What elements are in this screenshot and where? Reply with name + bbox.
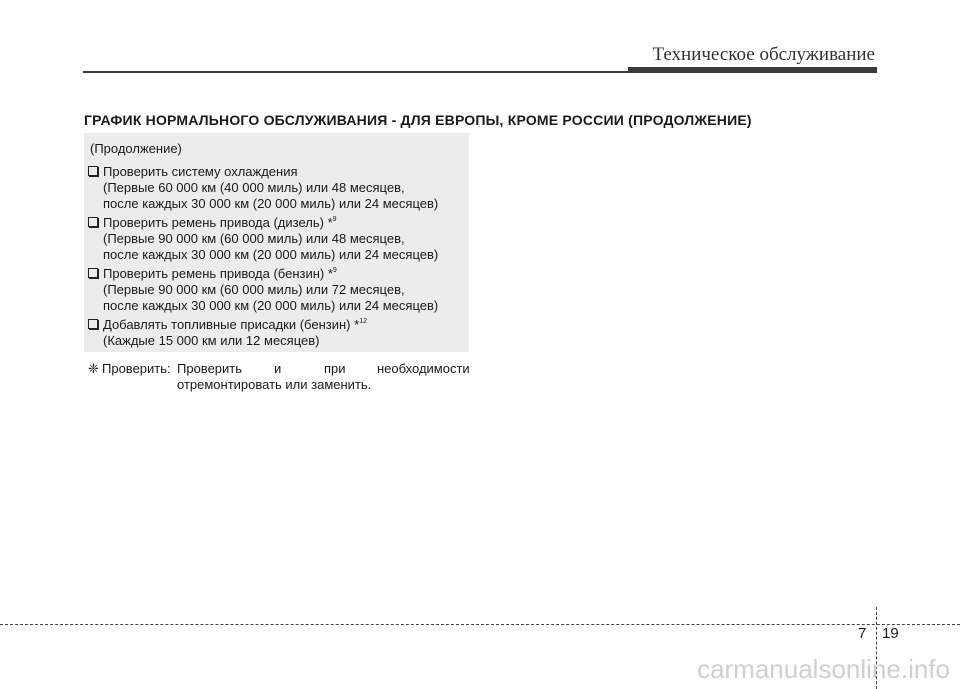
page-title: ГРАФИК НОРМАЛЬНОГО ОБСЛУЖИВАНИЯ - ДЛЯ ЕВРОПЫ, КРОМЕ РОССИИ (ПРОДОЛЖЕНИЕ) (84, 112, 752, 128)
item-interval: после каждых 30 000 км (20 000 миль) или 24 месяцев) (103, 298, 439, 313)
section-header: Техническое обслуживание (652, 44, 875, 65)
footnote-ref: 9 (332, 216, 337, 223)
footnote-ref: 9 (332, 267, 337, 274)
checkbox-icon (88, 217, 98, 227)
note-term: Проверить: (102, 361, 171, 376)
item-label: Проверить ремень привода (дизель) * (103, 215, 333, 230)
checkbox-icon (88, 268, 98, 278)
checkbox-icon (88, 166, 98, 176)
page-number: 19 (882, 625, 899, 642)
chapter-number: 7 (858, 625, 867, 642)
watermark: carmanualsonline.info (697, 654, 950, 684)
schedule-item (88, 317, 367, 333)
note-word: при (324, 361, 346, 376)
schedule-item (88, 215, 337, 231)
item-interval: после каждых 30 000 км (20 000 миль) или 24 месяцев) (103, 196, 439, 211)
item-interval: после каждых 30 000 км (20 000 миль) или 24 месяцев) (103, 247, 439, 262)
item-label: Добавлять топливные присадки (бензин) * (103, 317, 360, 332)
note-word: Проверить (177, 361, 243, 376)
continued-label: (Продолжение) (90, 141, 182, 156)
item-interval: (Каждые 15 000 км или 12 месяцев) (103, 333, 320, 348)
item-label: Проверить систему охлаждения (103, 164, 298, 179)
note-line: отремонтировать или заменить. (177, 377, 372, 392)
item-interval: (Первые 60 000 км (40 000 миль) или 48 месяцев, (103, 180, 405, 195)
note-word: и (274, 361, 282, 376)
item-interval: (Первые 90 000 км (60 000 миль) или 48 месяцев, (103, 231, 405, 246)
note-word: необходимости (377, 361, 470, 376)
checkbox-icon (88, 319, 98, 329)
header-rule-bold (628, 67, 877, 73)
footer-rule (0, 624, 960, 625)
item-interval: (Первые 90 000 км (60 000 миль) или 72 месяцев, (103, 282, 405, 297)
footnote-ref: 12 (359, 318, 367, 325)
item-label: Проверить ремень привода (бензин) * (103, 266, 333, 281)
schedule-item (88, 266, 337, 282)
header-rule (83, 71, 628, 73)
schedule-item (88, 164, 298, 180)
note-symbol: ❈ (88, 361, 99, 376)
